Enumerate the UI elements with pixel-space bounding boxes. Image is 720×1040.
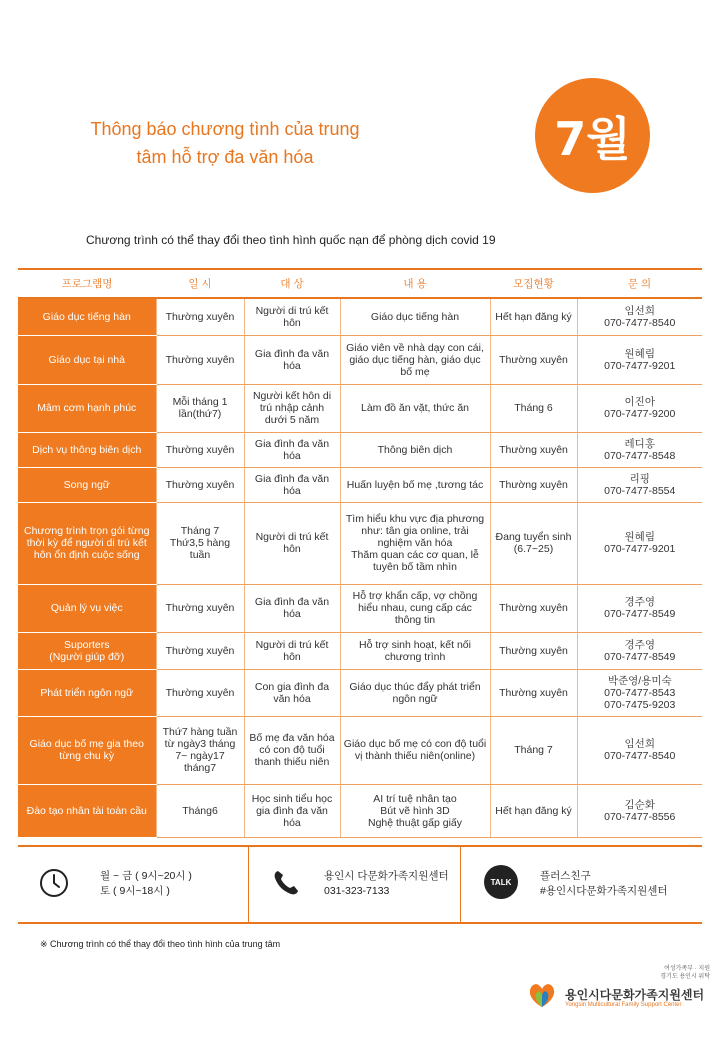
- title-line-2: tâm hỗ trợ đa văn hóa: [136, 147, 314, 167]
- cell-contact: 경주영 070-7477-8549: [577, 584, 702, 632]
- clock-icon: [38, 867, 70, 899]
- cell-target: Con gia đình đa văn hóa: [244, 669, 340, 716]
- opening-hours: [100, 869, 192, 899]
- change-note: ※ Chương trình có thể thay đổi theo tình hình của trung tâm: [40, 939, 281, 949]
- cell-content: AI trí tuệ nhân tạo Bút vẽ hình 3D Nghệ thuật gấp giấy: [340, 784, 490, 837]
- table-row: [18, 632, 702, 669]
- center-name: 용인시 다문화가족지원센터: [324, 870, 449, 882]
- center-logo: [525, 965, 710, 1015]
- cell-contact: 원혜림 070-7477-9201: [577, 502, 702, 584]
- cell-target: Gia đình đa văn hóa: [244, 335, 340, 384]
- table-row: [18, 384, 702, 432]
- cell-target: Học sinh tiểu học gia đình đa văn hóa: [244, 784, 340, 837]
- cell-target: Bố mẹ đa văn hóa có con độ tuổi thanh thiếu niên: [244, 716, 340, 784]
- cell-status: Thường xuyên: [490, 632, 577, 669]
- cell-contact: 임선희 070-7477-8540: [577, 298, 702, 335]
- logo-name-en: Yongsin Multicultural Family Support Center: [565, 1002, 682, 1008]
- center-contact: [324, 869, 449, 899]
- cell-content: Hỗ trợ khẩn cấp, vợ chồng hiểu nhau, cung cấp các thông tin: [340, 584, 490, 632]
- cell-time: Thường xuyên: [156, 467, 244, 502]
- hours-weekday: 월 ~ 금 ( 9시~20시 ): [100, 870, 192, 882]
- table-row: [18, 716, 702, 784]
- center-phone[interactable]: 031-323-7133: [324, 885, 390, 897]
- header-time: 일 시: [156, 269, 244, 298]
- cell-time: Thường xuyên: [156, 298, 244, 335]
- cell-contact: 이진아 070-7477-9200: [577, 384, 702, 432]
- cell-status: Đang tuyển sinh (6.7~25): [490, 502, 577, 584]
- header-contact: 문 의: [577, 269, 702, 298]
- cell-program: Phát triển ngôn ngữ: [18, 669, 156, 716]
- cell-program: Dịch vụ thông biên dịch: [18, 432, 156, 467]
- cell-status: Thường xuyên: [490, 584, 577, 632]
- cell-program: Mâm cơm hạnh phúc: [18, 384, 156, 432]
- cell-program: Song ngữ: [18, 467, 156, 502]
- cell-target: Gia đình đa văn hóa: [244, 432, 340, 467]
- cell-time: Thường xuyên: [156, 432, 244, 467]
- cell-target: Người di trú kết hôn: [244, 632, 340, 669]
- cell-status: Tháng 7: [490, 716, 577, 784]
- cell-time: Tháng 7 Thứ3,5 hàng tuần: [156, 502, 244, 584]
- cell-target: Người kết hôn di trú nhập cảnh dưới 5 năm: [244, 384, 340, 432]
- cell-contact: 임선희 070-7477-8540: [577, 716, 702, 784]
- cell-content: Giáo dục bố mẹ có con độ tuổi vị thành thiếu niên(online): [340, 716, 490, 784]
- cell-contact: 리핑 070-7477-8554: [577, 467, 702, 502]
- table-row: [18, 467, 702, 502]
- cell-program: Quản lý vụ việc: [18, 584, 156, 632]
- covid-notice: Chương trình có thể thay đổi theo tình hình quốc nạn để phòng dịch covid 19: [86, 233, 496, 247]
- cell-status: Hết hạn đăng ký: [490, 784, 577, 837]
- cell-status: Thường xuyên: [490, 432, 577, 467]
- table-header-row: [18, 269, 702, 298]
- cell-status: Thường xuyên: [490, 467, 577, 502]
- cell-program: Đào tạo nhân tài toàn cầu: [18, 784, 156, 837]
- kakaotalk-icon: TALK: [484, 865, 518, 899]
- cell-time: Tháng6: [156, 784, 244, 837]
- table-row: [18, 298, 702, 335]
- phone-icon: [270, 867, 302, 899]
- cell-target: Người di trú kết hôn: [244, 298, 340, 335]
- title-line-1: Thông báo chương tình của trung: [90, 119, 360, 139]
- cell-time: Thường xuyên: [156, 335, 244, 384]
- hours-saturday: 토 ( 9시~18시 ): [100, 885, 170, 897]
- cell-time: Thường xuyên: [156, 584, 244, 632]
- cell-content: Giáo dục thúc đẩy phát triển ngôn ngữ: [340, 669, 490, 716]
- logo-sponsor-2: 경기도 용인시 위탁: [660, 974, 710, 980]
- plus-friend-label: 플러스친구: [540, 870, 591, 882]
- footer-info: [18, 845, 702, 924]
- cell-contact: 박준영/용미숙 070-7477-8543 070-7475-9203: [577, 669, 702, 716]
- table-row: [18, 502, 702, 584]
- cell-target: Gia đình đa văn hóa: [244, 467, 340, 502]
- plus-friend: [540, 869, 668, 899]
- cell-status: Tháng 6: [490, 384, 577, 432]
- month-badge: 7월: [535, 78, 650, 193]
- cell-content: Huấn luyện bố mẹ ,tương tác: [340, 467, 490, 502]
- cell-target: Gia đình đa văn hóa: [244, 584, 340, 632]
- cell-contact: 김순화 070-7477-8556: [577, 784, 702, 837]
- cell-content: Thông biên dịch: [340, 432, 490, 467]
- cell-content: Làm đồ ăn vặt, thức ăn: [340, 384, 490, 432]
- cell-time: Thứ7 hàng tuần từ ngày3 tháng 7~ ngày17 tháng7: [156, 716, 244, 784]
- cell-status: Hết hạn đăng ký: [490, 298, 577, 335]
- logo-sponsor-1: 여성가족부 · 지원: [664, 966, 710, 972]
- table-row: [18, 335, 702, 384]
- page-title: [40, 115, 410, 171]
- cell-time: Thường xuyên: [156, 632, 244, 669]
- cell-content: Tìm hiểu khu vực địa phương như: tân gia online, trải nghiệm văn hóa Thăm quan các cơ quan, lễ tuyên bố tầm nhìn: [340, 502, 490, 584]
- cell-target: Người di trú kết hôn: [244, 502, 340, 584]
- cell-program: Giáo dục bố mẹ gia theo từng chu kỳ: [18, 716, 156, 784]
- header-target: 대 상: [244, 269, 340, 298]
- cell-contact: 원혜림 070-7477-9201: [577, 335, 702, 384]
- cell-status: Thường xuyên: [490, 335, 577, 384]
- table-row: [18, 432, 702, 467]
- cell-content: Hỗ trợ sinh hoạt, kết nối chương trình: [340, 632, 490, 669]
- cell-status: Thường xuyên: [490, 669, 577, 716]
- cell-contact: 경주영 070-7477-8549: [577, 632, 702, 669]
- logo-name-ko: 용인시다문화가족지원센터: [565, 988, 705, 1002]
- cell-time: Thường xuyên: [156, 669, 244, 716]
- plus-friend-id[interactable]: #용인시다문화가족지원센터: [540, 885, 668, 897]
- cell-program: Giáo dục tiếng hàn: [18, 298, 156, 335]
- header-content: 내 용: [340, 269, 490, 298]
- cell-content: Giáo viên về nhà dạy con cái, giáo dục tiếng hàn, giáo dục bố mẹ: [340, 335, 490, 384]
- table-row: [18, 584, 702, 632]
- header-program: 프로그램명: [18, 269, 156, 298]
- header-status: 모집현황: [490, 269, 577, 298]
- table-row: [18, 669, 702, 716]
- cell-program: Giáo dục tại nhà: [18, 335, 156, 384]
- cell-content: Giáo dục tiếng hàn: [340, 298, 490, 335]
- table-row: [18, 784, 702, 837]
- cell-program: Chương trình trọn gói từng thời kỳ để người di trú kết hôn ổn định cuộc sống: [18, 502, 156, 584]
- cell-program: Suporters (Người giúp đỡ): [18, 632, 156, 669]
- program-table: [18, 268, 702, 838]
- cell-time: Mỗi tháng 1 lần(thứ7): [156, 384, 244, 432]
- logo-sponsors: [660, 965, 710, 981]
- logo-emblem-icon: [525, 977, 559, 1011]
- cell-contact: 레디홍 070-7477-8548: [577, 432, 702, 467]
